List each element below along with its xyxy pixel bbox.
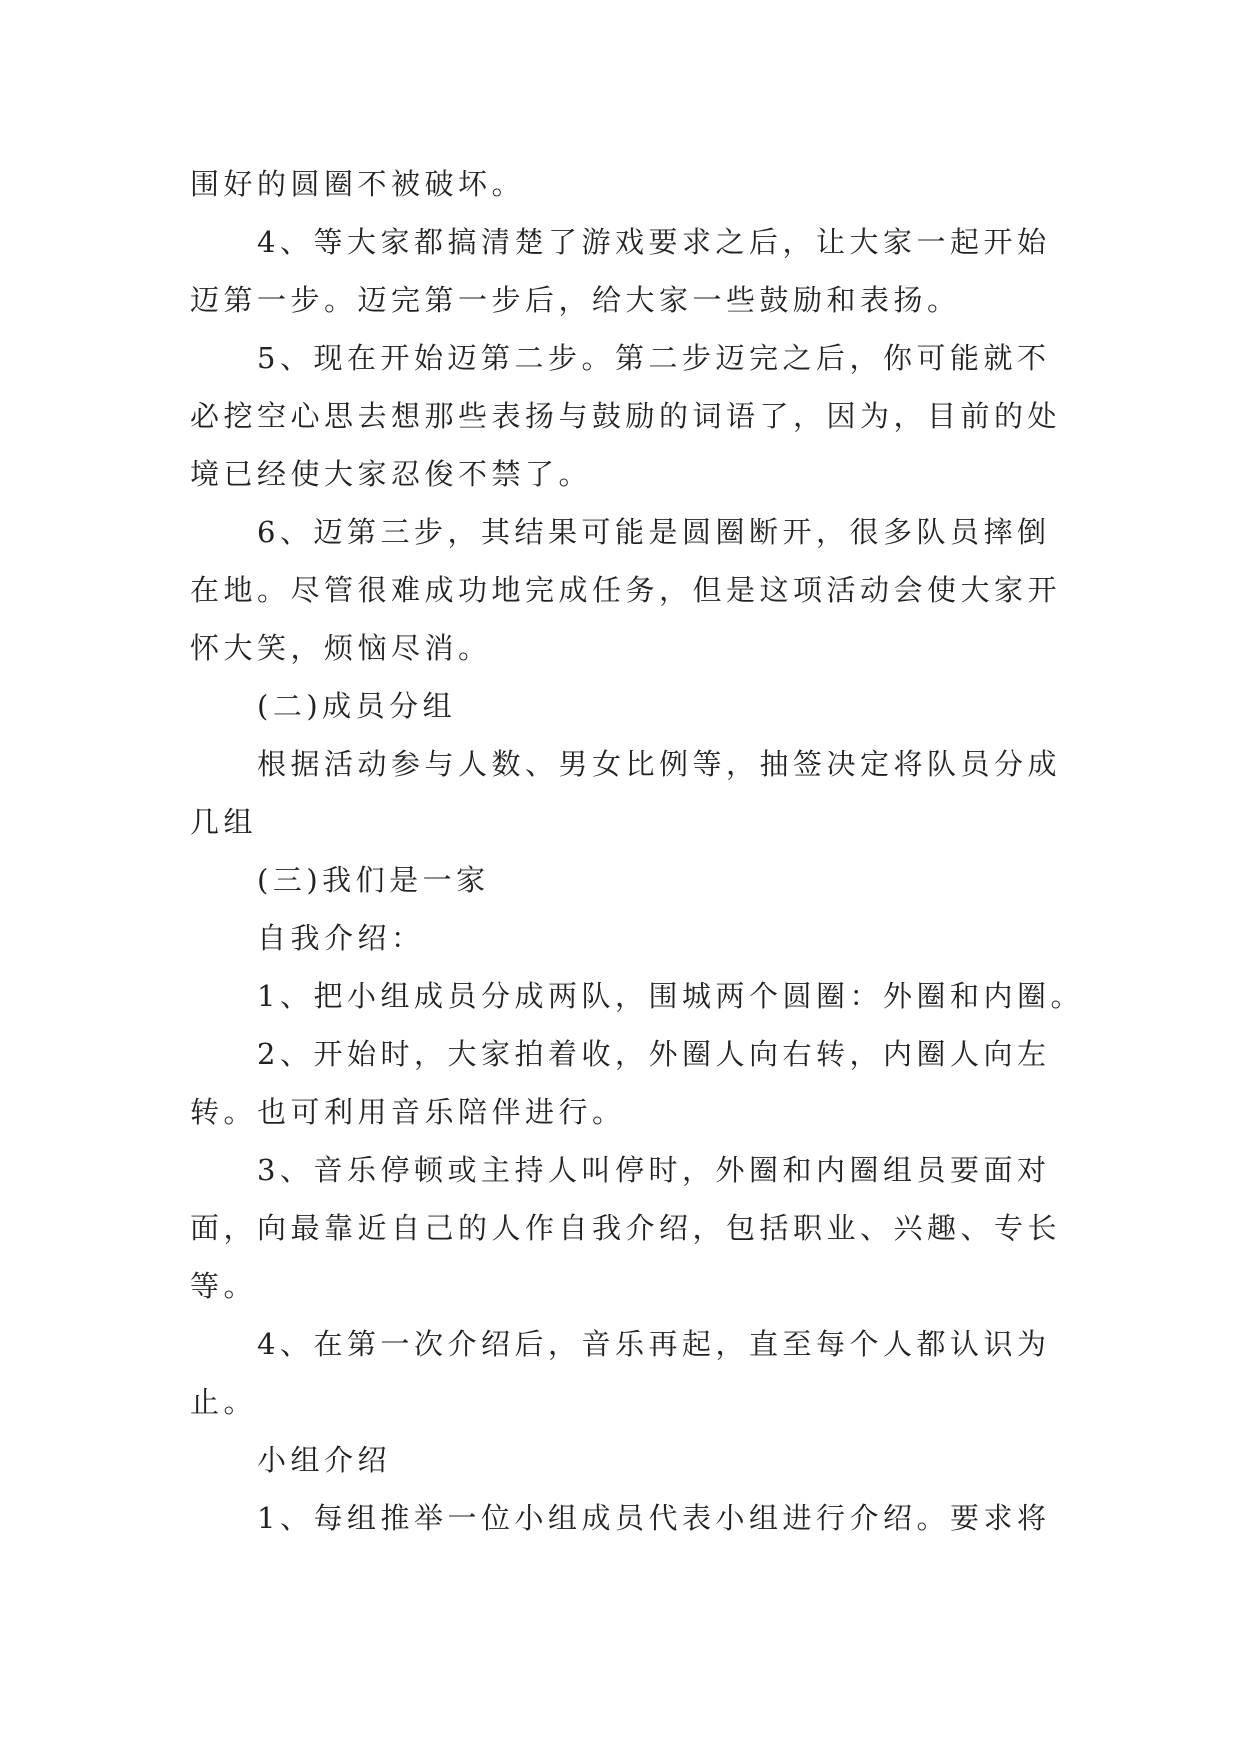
text-line: 6、迈第三步，其结果可能是圆圈断开，很多队员摔倒 [257,515,1051,549]
text-line: 5、现在开始迈第二步。第二步迈完之后，你可能就不 [257,341,1051,375]
text-line: 转。也可利用音乐陪伴进行。 [190,1095,626,1129]
text-line: 境已经使大家忍俊不禁了。 [190,457,593,491]
subsection-heading: 小组介绍 [257,1443,392,1477]
text-line: 面，向最靠近自己的人作自我介绍，包括职业、兴趣、专长 [190,1211,1062,1245]
text-line: 1、每组推举一位小组成员代表小组进行介绍。要求将 [257,1501,1051,1535]
text-line: 围好的圆圈不被破坏。 [190,167,526,201]
section-heading: (三)我们是一家 [257,863,490,897]
text-line: 怀大笑，烦恼尽消。 [190,631,492,665]
text-line: 2、开始时，大家拍着收，外圈人向右转，内圈人向左 [257,1037,1051,1071]
text-line: 3、音乐停顿或主持人叫停时，外圈和内圈组员要面对 [257,1153,1051,1187]
text-line: 4、等大家都搞清楚了游戏要求之后，让大家一起开始 [257,225,1051,259]
text-line: 止。 [190,1385,258,1419]
text-line: 在地。尽管很难成功地完成任务，但是这项活动会使大家开 [190,573,1062,607]
text-line: 1、把小组成员分成两队，围城两个圆圈：外圈和内圈。 [257,979,1084,1013]
text-line: 几组 [190,805,258,839]
text-line: 迈第一步。迈完第一步后，给大家一些鼓励和表扬。 [190,283,961,317]
text-line: 4、在第一次介绍后，音乐再起，直至每个人都认识为 [257,1327,1051,1361]
subsection-heading: 自我介绍： [257,921,425,955]
section-heading: (二)成员分组 [257,689,457,723]
text-line: 必挖空心思去想那些表扬与鼓励的词语了，因为，目前的处 [190,399,1062,433]
text-line: 根据活动参与人数、男女比例等，抽签决定将队员分成 [257,747,1062,781]
text-line: 等。 [190,1269,258,1303]
